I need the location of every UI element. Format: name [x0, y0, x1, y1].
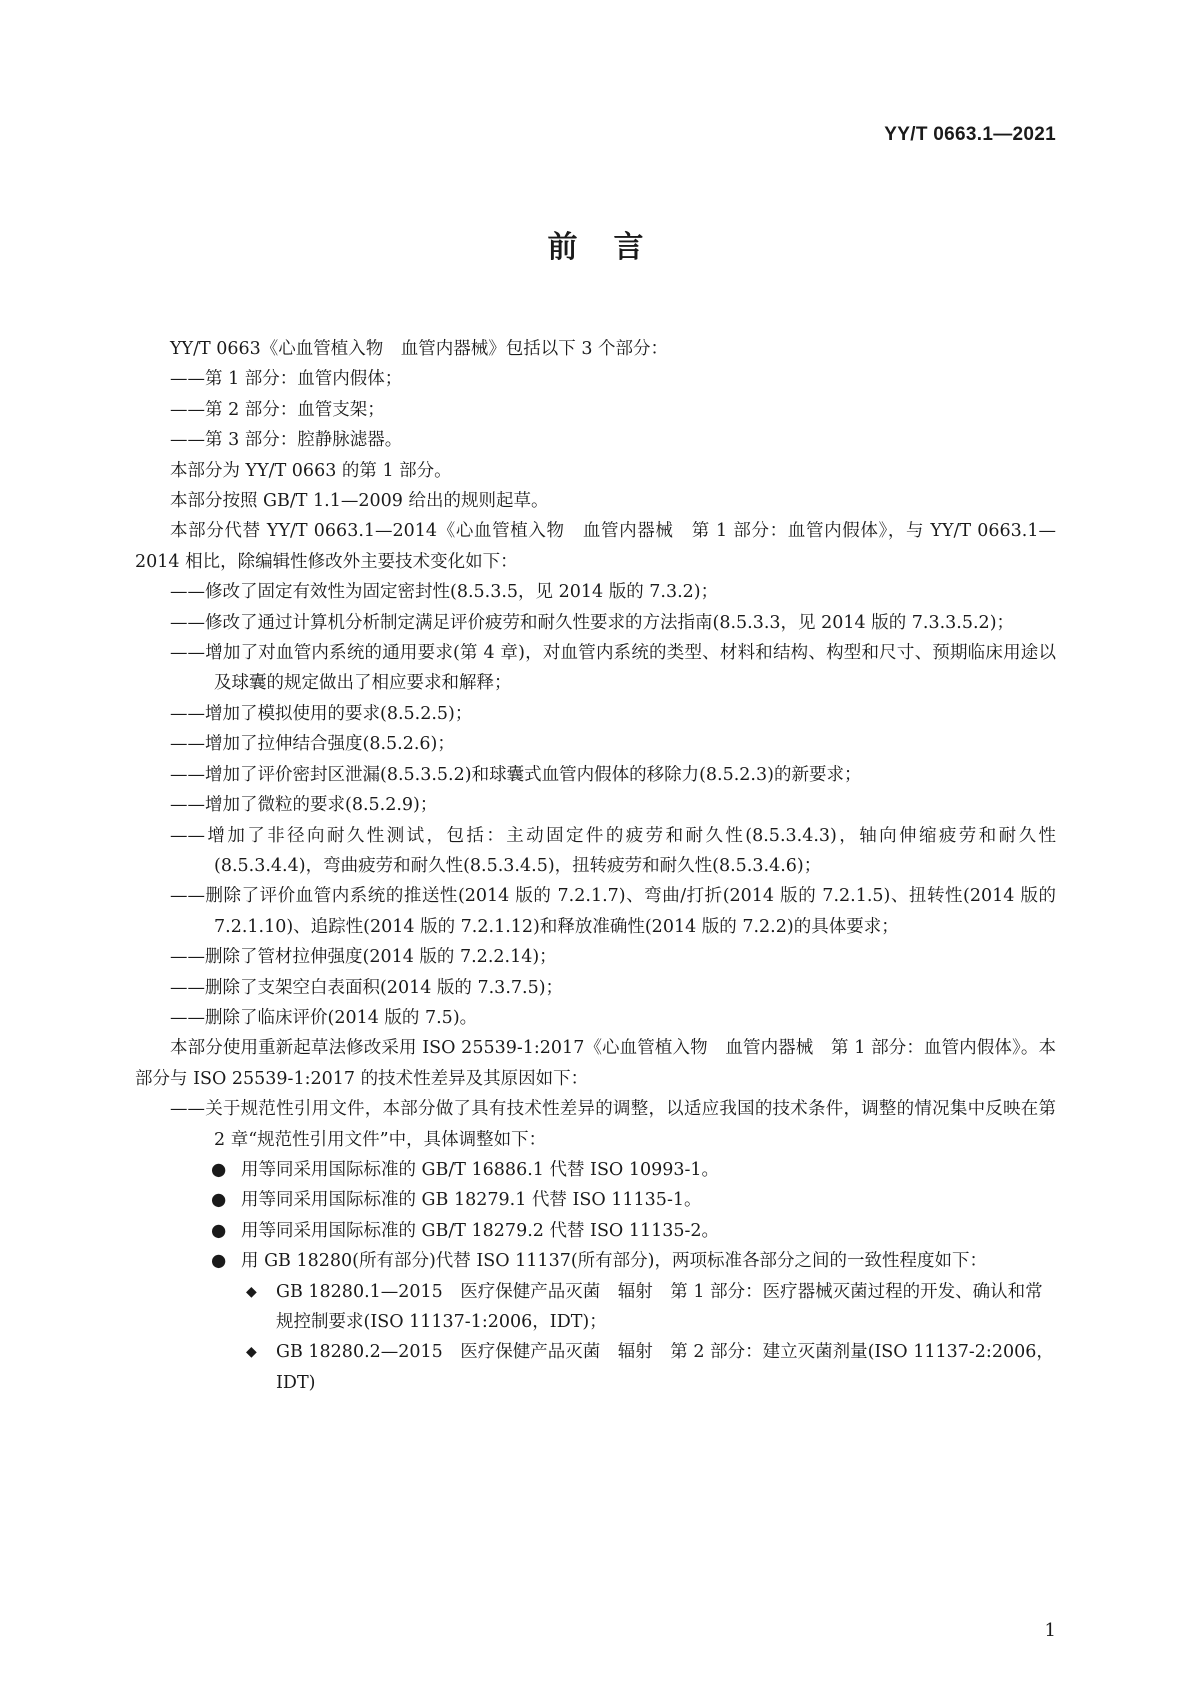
dash-list-item: ——增加了模拟使用的要求(8.5.2.5)；: [170, 703, 473, 724]
dash-list-item: ——修改了固定有效性为固定密封性(8.5.3.5，见 2014 版的 7.3.2)；: [170, 582, 719, 603]
dash-list-item: ——增加了拉伸结合强度(8.5.2.6)；: [170, 734, 455, 755]
paragraph: 本部分代替 YY/T 0663.1—2014《心血管植入物 血管内器械 第 1 部分：血管内假体》，与 YY/T 0663.1—2014 相比，除编辑性修改外主要技术变化如下：: [135, 521, 1056, 572]
sub-bullet-text: GB 18280.2—2015 医疗保健产品灭菌 辐射 第 2 部分：建立灭菌剂量(ISO 11137-2:2006，IDT): [276, 1342, 1054, 1393]
dash-list-item: ——第 3 部分：腔静脉滤器。: [170, 430, 403, 451]
dash-list-item: ——删除了支架空白表面积(2014 版的 7.3.7.5)；: [170, 977, 564, 998]
dash-list-item: ——删除了评价血管内系统的推送性(2014 版的 7.2.1.7)、弯曲/打折(2014 版的 7.2.1.5)、扭转性(2014 版的 7.2.1.10)、追踪性(2014 版的 7.2.1.12)和释放准确性(2014 版的 7.2.2)的具体要求；: [170, 886, 1056, 937]
bullet-text: 用等同采用国际标准的 GB/T 16886.1 代替 ISO 10993-1。: [241, 1159, 720, 1180]
page-title: 前言: [547, 230, 680, 265]
dash-list-item: ——第 2 部分：血管支架；: [170, 399, 385, 420]
paragraph: 本部分使用重新起草法修改采用 ISO 25539-1:2017《心血管植入物 血管内器械 第 1 部分：血管内假体》。本部分与 ISO 25539-1:2017 的技术性差异及其原因如下：: [135, 1038, 1056, 1089]
dash-list-item: ——第 1 部分：血管内假体；: [170, 369, 403, 390]
paragraph: 本部分按照 GB/T 1.1—2009 给出的规则起草。: [170, 491, 549, 512]
dash-list-item: ——增加了对血管内系统的通用要求(第 4 章)，对血管内系统的类型、材料和结构、构型和尺寸、预期临床用途以及球囊的规定做出了相应要求和解释；: [170, 643, 1056, 694]
bullet-text: 用等同采用国际标准的 GB/T 18279.2 代替 ISO 11135-2。: [241, 1220, 720, 1241]
bullet-icon: ●: [211, 1251, 227, 1272]
bullet-icon: ●: [211, 1159, 227, 1180]
dash-list-item: ——增加了评价密封区泄漏(8.5.3.5.2)和球囊式血管内假体的移除力(8.5.2.3)的新要求；: [170, 764, 862, 785]
bullet-item: [135, 1216, 1056, 1246]
dash-list-item: ——增加了非径向耐久性测试，包括：主动固定件的疲劳和耐久性(8.5.3.4.3)，轴向伸缩疲劳和耐久性(8.5.3.4.4)，弯曲疲劳和耐久性(8.5.3.4.5)，扭转疲劳和耐久性(8.5.3.4.6)；: [170, 825, 1056, 876]
sub-bullet-item: [135, 1337, 1056, 1398]
dash-list-item: ——删除了临床评价(2014 版的 7.5)。: [170, 1007, 478, 1028]
bullet-icon: ●: [211, 1220, 227, 1241]
bullet-text: 用等同采用国际标准的 GB 18279.1 代替 ISO 11135-1。: [241, 1190, 702, 1211]
diamond-bullet-icon: ◆: [246, 1344, 257, 1361]
paragraph: YY/T 0663《心血管植入物 血管内器械》包括以下 3 个部分：: [170, 339, 669, 359]
document-body: [135, 334, 1056, 1398]
dash-list-item: ——删除了管材拉伸强度(2014 版的 7.2.2.14)；: [170, 947, 557, 968]
bullet-icon: ●: [211, 1190, 227, 1211]
paragraph: 本部分为 YY/T 0663 的第 1 部分。: [170, 460, 452, 481]
standard-number: YY/T 0663.1—2021: [884, 124, 1056, 145]
bullet-text: 用 GB 18280(所有部分)代替 ISO 11137(所有部分)，两项标准各部分之间的一致性程度如下：: [241, 1251, 987, 1272]
page-number: 1: [1044, 1620, 1056, 1641]
bullet-item: [135, 1155, 1056, 1185]
dash-list-item: ——修改了通过计算机分析制定满足评价疲劳和耐久性要求的方法指南(8.5.3.3，见 2014 版的 7.3.3.5.2)；: [170, 612, 1015, 633]
dash-list-item: ——关于规范性引用文件，本部分做了具有技术性差异的调整，以适应我国的技术条件，调整的情况集中反映在第 2 章“规范性引用文件”中，具体调整如下：: [170, 1099, 1056, 1150]
diamond-bullet-icon: ◆: [246, 1283, 257, 1300]
bullet-item: [135, 1185, 1056, 1215]
sub-bullet-item: [135, 1277, 1056, 1338]
bullet-item: [135, 1246, 1056, 1276]
dash-list-item: ——增加了微粒的要求(8.5.2.9)；: [170, 795, 438, 816]
sub-bullet-text: GB 18280.1—2015 医疗保健产品灭菌 辐射 第 1 部分：医疗器械灭菌过程的开发、确认和常规控制要求(ISO 11137-1:2006，IDT)；: [276, 1281, 1043, 1332]
